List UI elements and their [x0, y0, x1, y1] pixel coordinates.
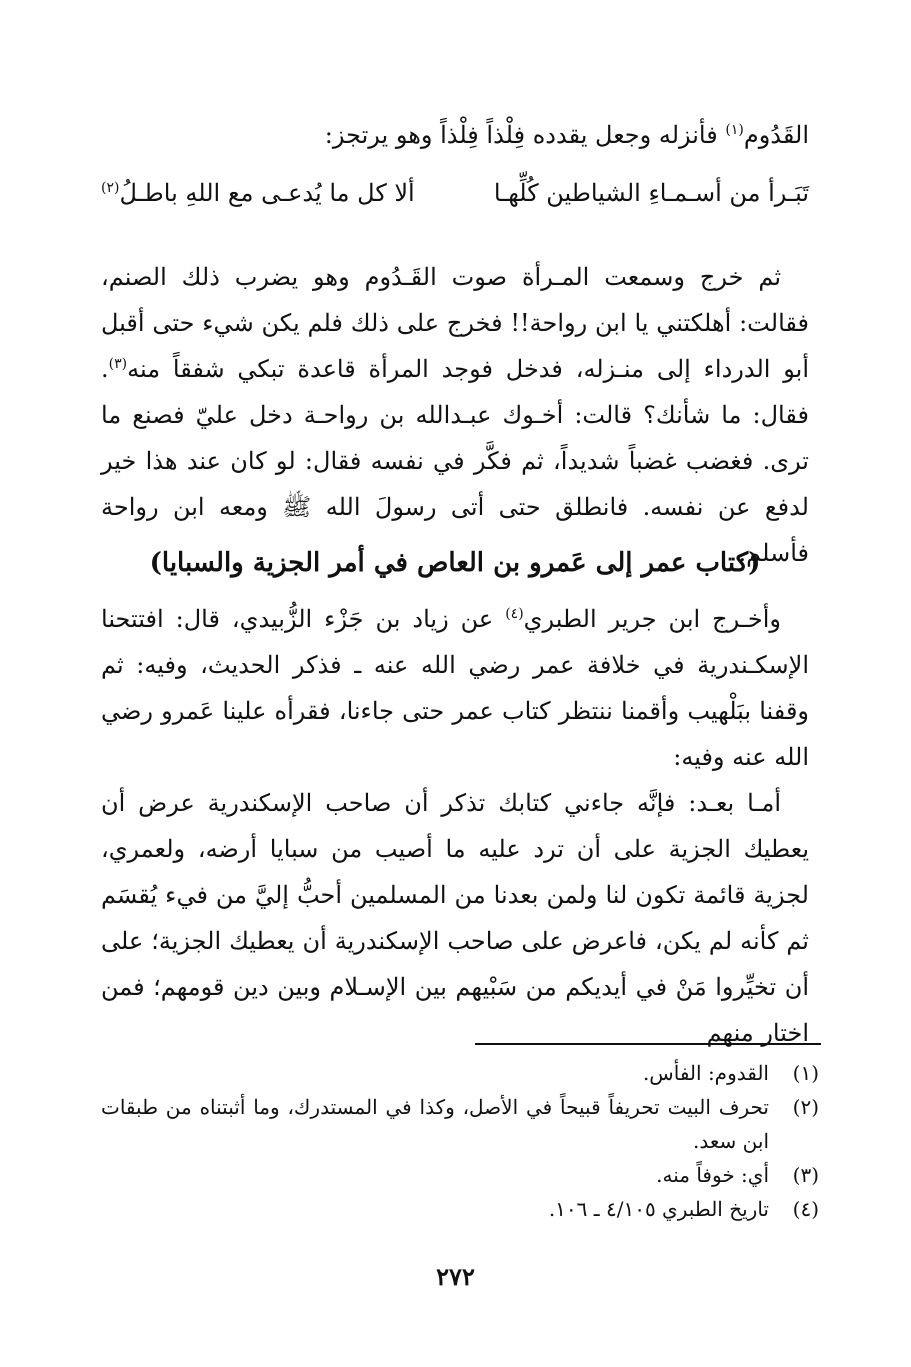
paragraph-text: . فقال: ما شأنك؟ قالت: أخـوك عبـدالله بن رواحـة دخل عليّ فصنع ما ترى. فغضب غضباً شديداً، ثم فكَّر في نفسه فقال: لو كان عند هذا خير لدفع عن نفسه. فانطلق حتى أتى رسولَ الله ﷺ ومعه ابن رواحة فأسلم.: [101, 355, 809, 567]
footnote-ref-4: (٤): [505, 606, 524, 622]
word-qadum: القَدُوم: [743, 121, 809, 149]
paragraph-intro: [101, 112, 809, 158]
section-heading: (كتاب عمر إلى عَمرو بن العاص في أمر الجزية والسبايا): [149, 548, 761, 578]
poetry-verse: [101, 170, 809, 220]
footnote-text: أي: خوفاً منه.: [656, 1163, 769, 1187]
page-number: ٢٧٢: [436, 1262, 475, 1291]
footnote-ref-1: (١): [725, 122, 744, 138]
footnote-text: تحرف البيت تحريفاً قبيحاً في الأصل، وكذا في المستدرك، وما أثبتناه من طبقات ابن سعد.: [101, 1095, 769, 1153]
paragraph-text: وأخـرج ابن جرير الطبري: [523, 605, 781, 633]
paragraph-abu-darda: [101, 254, 809, 576]
paragraph-text: عن زياد بن جَزْء الزُّبيدي، قال: افتتحنا الإسكـندرية في خلافة عمر رضي الله عنه ـ فذكر الحديث، وفيه: ثم وقفنا ببَلْهيب وأقمنا ننتظر كتاب عمر حتى جاءنا، فقرأه علينا عَمرو رضي الله عنه وفيه:: [101, 605, 809, 771]
paragraph-text: أمـا بعـد: فإنَّه جاءني كتابك تذكر أن صاحب الإسكندرية عرض أن يعطيك الجزية على أن ترد عليه ما أصيب من سبايا أرضه، ولعمري، لجزية قائمة تكون لنا ولمن بعدنا من المسلمين أحبُّ إليَّ من فيء يُقسَم ثم كأنه لم يكن، فاعرض على صاحب الإسكندرية أن يعطيك الجزية؛ على أن تخيِّروا مَنْ في أيديكم من سَبْيهم بين الإسـلام وبين دين قومهم؛ فمن اختار منهم: [101, 789, 809, 1047]
paragraph-text: ثم خرج وسمعت المـرأة صوت القَـدُوم وهو يضرب ذلك الصنم، فقالت: أهلكتني يا ابن رواحة!! فخرج على ذلك فلم يكن شيء حتى أقبل أبو الدرداء إلى منـزله، فدخل فوجد المرأة قاعدة تبكي شفقاً منه: [101, 263, 809, 383]
footnote-ref-3: (٣): [108, 356, 128, 372]
footnote-text: تاريخ الطبري ٤/١٠٥ ـ ١٠٦.: [548, 1197, 769, 1221]
paragraph-text: [325, 121, 809, 149]
footnote-number: (٤): [792, 1197, 819, 1221]
footnote-2: [101, 1090, 819, 1158]
footnote-1: [101, 1056, 819, 1090]
footnote-4: [101, 1192, 819, 1226]
footnotes: [101, 1056, 819, 1226]
paragraph-text-rest: فأنزله وجعل يقدده فِلْذاً فِلْذاً وهو يرتجز:: [324, 121, 726, 149]
footnote-number: (١): [792, 1061, 819, 1085]
footnote-text: القدوم: الفأس.: [642, 1061, 769, 1085]
footnote-ref-2: (٢): [101, 180, 120, 196]
footnote-number: (٢): [792, 1095, 819, 1119]
paragraph-letter: [101, 780, 809, 1056]
verse-first-hemistich: تَبَـرأ من أسـمـاءِ الشياطين كُلِّهـا: [493, 179, 809, 207]
footnote-divider: [475, 1043, 821, 1045]
verse-second-hemistich: ألا كل ما يُدعـى مع اللهِ باطـلُ$^{(٢)}$: [101, 179, 415, 207]
paragraph-tabari: [101, 596, 809, 780]
footnote-number: (٣): [792, 1163, 819, 1187]
footnote-3: [101, 1158, 819, 1192]
